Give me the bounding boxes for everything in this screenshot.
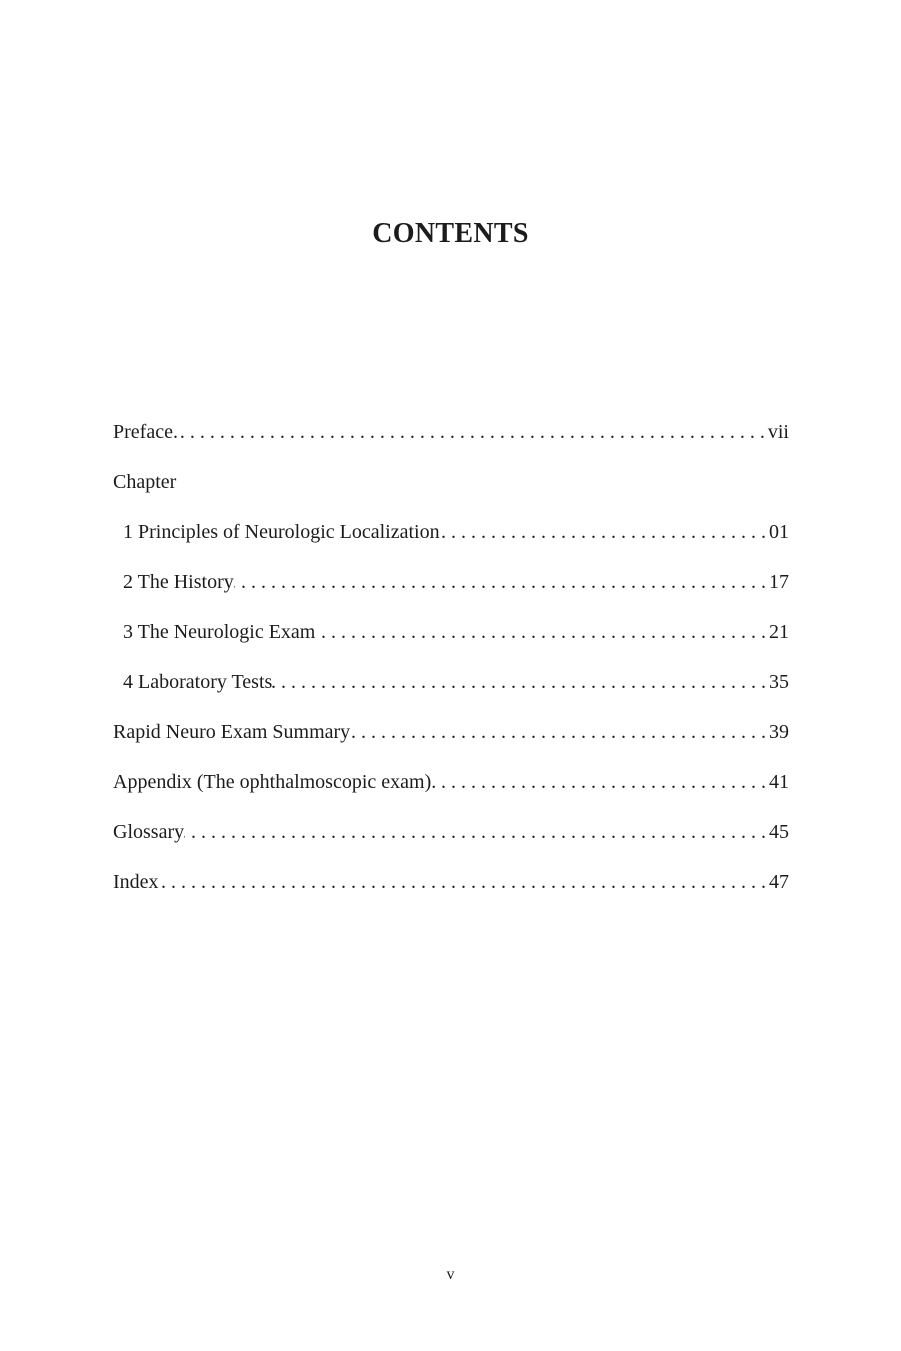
toc-entry-glossary [113,819,789,869]
toc-entry-page: 45 [769,821,789,843]
toc-entry-label: Rapid Neuro Exam Summary [113,721,351,743]
toc-entry-page: 21 [769,621,789,643]
dot-leader [315,619,769,645]
dot-leader [272,669,769,695]
dot-leader [159,869,769,895]
toc-entry-page: 39 [769,721,789,743]
toc-entry-preface [113,419,789,469]
toc-entry-chapter-2 [113,569,789,619]
dot-leader [436,769,769,795]
toc-entry-label: 1 Principles of Neurologic Localization [123,521,440,543]
toc-entry-appendix [113,769,789,819]
toc-entry-index [113,869,789,919]
toc-entry-label: 3 The Neurologic Exam [123,621,316,643]
toc-entry-label: Appendix (The ophthalmoscopic exam). [113,771,437,793]
toc-entry-page: 41 [769,771,789,793]
toc-entry-label: Index [113,871,159,893]
toc-entry-page: 35 [769,671,789,693]
dot-leader [440,519,769,545]
dot-leader [350,719,769,745]
toc-entry-label: Glossary [113,821,185,843]
dot-leader [234,569,769,595]
toc-section-heading-chapter [113,469,789,519]
table-of-contents [113,419,789,919]
toc-entry-page: 01 [769,521,789,543]
page-number: v [446,1266,455,1283]
toc-entry-label: 2 The History [123,571,234,593]
toc-entry-rapid-neuro-exam-summary [113,719,789,769]
toc-entry-label: Chapter [113,471,177,493]
toc-entry-page: 17 [769,571,789,593]
toc-entry-page: vii [767,421,789,443]
toc-entry-chapter-1 [113,519,789,569]
toc-entry-label: Preface. [113,421,178,443]
toc-entry-chapter-4 [113,669,789,719]
page-title: CONTENTS [372,218,529,249]
toc-entry-page: 47 [769,871,789,893]
dot-leader [184,819,769,845]
dot-leader [178,419,768,445]
toc-entry-chapter-3 [113,619,789,669]
toc-entry-label: 4 Laboratory Tests [123,671,273,693]
